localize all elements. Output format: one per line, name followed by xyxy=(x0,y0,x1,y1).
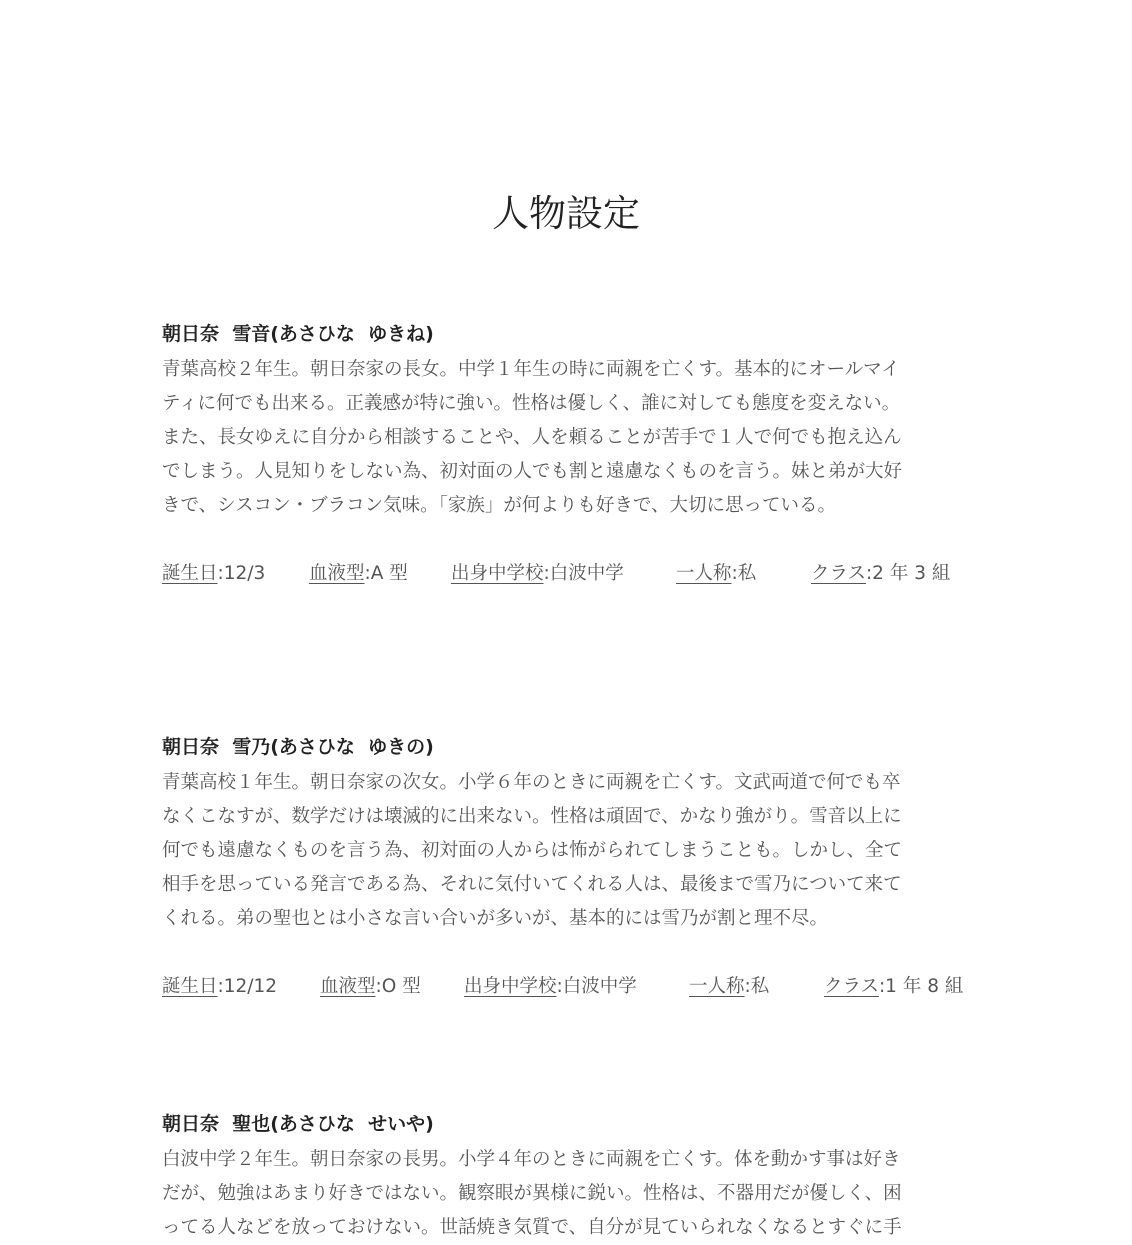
description-line: なくこなすが、数学だけは壊滅的に出来ない。性格は頑固で、かなり強がり。雪音以上に xyxy=(162,806,902,827)
description-line: ってる人などを放っておけない。世話焼き気質で、自分が見ていられなくなるとすぐに手 xyxy=(162,1217,902,1238)
profile-blood-type-label: 血液型 xyxy=(309,563,365,584)
character-section-seiya xyxy=(162,1111,982,1245)
profile-class-label: クラス xyxy=(824,976,879,997)
profile-middle-school-value: :白波中学 xyxy=(543,563,624,584)
profile-birthday-value: :12/12 xyxy=(217,976,278,997)
character-description xyxy=(162,1143,982,1245)
profile-middle-school xyxy=(451,559,624,589)
character-profile xyxy=(162,559,982,589)
description-line: くれる。弟の聖也とは小さな言い合いが多いが、基本的には雪乃が割と理不尽。 xyxy=(162,908,829,929)
character-description xyxy=(162,766,982,936)
profile-blood-type-value: :O 型 xyxy=(375,976,421,997)
profile-birthday-value: :12/3 xyxy=(217,563,266,584)
profile-blood-type-label: 血液型 xyxy=(320,976,376,997)
document-title: 人物設定 xyxy=(492,192,640,235)
profile-middle-school-label: 出身中学校 xyxy=(464,976,557,997)
profile-middle-school xyxy=(464,972,637,1002)
character-section-yukine xyxy=(162,321,982,589)
character-description xyxy=(162,353,982,523)
description-line: また、長女ゆえに自分から相談することや、人を頼ることが苦手で１人で何でも抱え込ん xyxy=(162,427,902,448)
profile-class xyxy=(824,972,963,1002)
profile-first-person-label: 一人称 xyxy=(676,563,732,584)
description-line: だが、勉強はあまり好きではない。観察眼が異様に鋭い。性格は、不器用だが優しく、困 xyxy=(162,1183,902,1204)
description-line: でしまう。人見知りをしない為、初対面の人でも割と遠慮なくものを言う。妹と弟が大好 xyxy=(162,461,903,482)
description-line: 青葉高校１年生。朝日奈家の次女。小学６年のときに両親を亡くす。文武両道で何でも卒 xyxy=(162,772,901,793)
profile-middle-school-value: :白波中学 xyxy=(556,976,637,997)
description-line: 相手を思っている発言である為、それに気付いてくれる人は、最後まで雪乃について来て xyxy=(162,874,902,895)
character-profile xyxy=(162,972,982,1002)
profile-birthday-label: 誕生日 xyxy=(162,976,218,997)
character-name: 朝日奈 雪乃(あさひな ゆきの) xyxy=(162,736,434,758)
character-name: 朝日奈 雪音(あさひな ゆきね) xyxy=(162,323,434,345)
profile-middle-school-label: 出身中学校 xyxy=(451,563,544,584)
description-line: 白波中学２年生。朝日奈家の長男。小学４年のときに両親を亡くす。体を動かす事は好き xyxy=(162,1149,901,1170)
profile-blood-type-value: :A 型 xyxy=(364,563,408,584)
description-line: ティに何でも出来る。正義感が特に強い。性格は優しく、誰に対しても態度を変えない。 xyxy=(162,393,901,414)
profile-first-person-value: :私 xyxy=(744,976,770,997)
character-name: 朝日奈 聖也(あさひな せいや) xyxy=(162,1113,434,1135)
profile-birthday-label: 誕生日 xyxy=(162,563,218,584)
profile-class-label: クラス xyxy=(811,563,866,584)
profile-first-person-value: :私 xyxy=(731,563,757,584)
description-line: 何でも遠慮なくものを言う為、初対面の人からは怖がられてしまうことも。しかし、全て xyxy=(162,840,903,861)
description-line: きで、シスコン・ブラコン気味。「家族」が何よりも好きで、大切に思っている。 xyxy=(162,495,836,516)
profile-birthday xyxy=(162,972,277,1002)
profile-blood-type xyxy=(309,559,408,589)
profile-first-person-label: 一人称 xyxy=(689,976,745,997)
description-line: 青葉高校２年生。朝日奈家の長女。中学１年生の時に両親を亡くす。基本的にオールマイ xyxy=(162,359,900,380)
profile-class-value: :1 年 8 組 xyxy=(878,976,964,997)
profile-first-person xyxy=(676,559,756,589)
profile-class xyxy=(811,559,950,589)
profile-birthday xyxy=(162,559,265,589)
profile-first-person xyxy=(689,972,769,1002)
profile-class-value: :2 年 3 組 xyxy=(865,563,951,584)
profile-blood-type xyxy=(320,972,421,1002)
character-section-yukino xyxy=(162,734,982,1002)
